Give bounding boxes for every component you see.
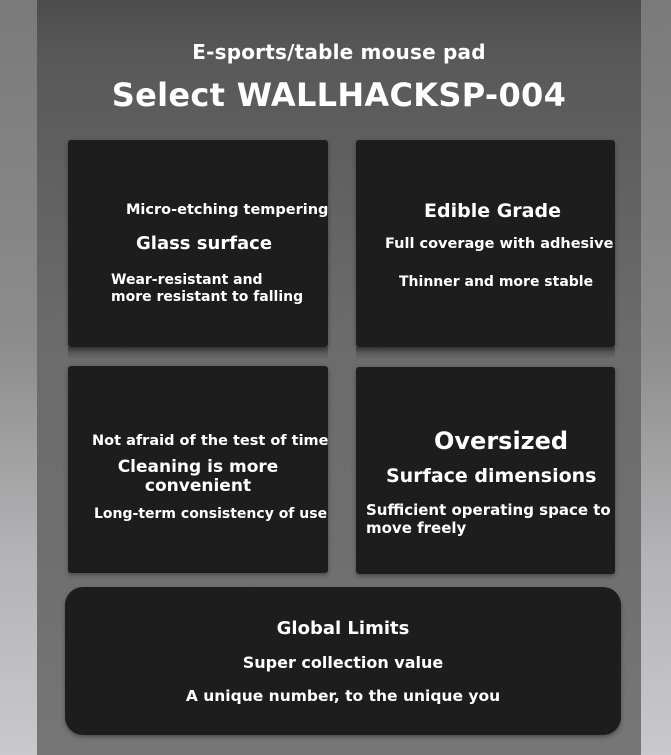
feature-card-heading: Edible Grade: [424, 200, 561, 222]
feature-card-line: Full coverage with adhesive: [385, 236, 614, 252]
feature-card-cleaning: [68, 366, 328, 573]
feature-card-line: Thinner and more stable: [399, 274, 594, 290]
feature-card-line: Micro-etching tempering: [126, 202, 329, 218]
feature-card-line: more resistant to falling: [111, 289, 304, 305]
feature-card-line: Sufficient operating space to: [366, 501, 611, 519]
feature-card-edible-grade: [356, 140, 615, 347]
product-category-heading: E-sports/table mouse pad: [192, 40, 486, 64]
feature-card-heading: Glass surface: [136, 233, 273, 254]
feature-card-line: move freely: [366, 519, 467, 537]
product-model-title: Select WALLHACKSP-004: [111, 76, 567, 114]
collection-line: Super collection value: [242, 653, 444, 672]
feature-card-line: Long-term consistency of use: [94, 506, 328, 522]
collection-heading: Global Limits: [276, 618, 410, 639]
feature-card-heading: Cleaning is more: [117, 457, 279, 477]
collection-line: A unique number, to the unique you: [185, 687, 501, 705]
feature-card-line: Not afraid of the test of time: [92, 433, 329, 449]
feature-card-line: Wear-resistant and: [111, 272, 263, 288]
card-shadow: [68, 347, 328, 359]
feature-card-heading: Oversized: [434, 427, 569, 455]
feature-card-glass-surface: [68, 140, 328, 347]
feature-card-heading: Surface dimensions: [386, 465, 597, 487]
collection-value-card: [65, 587, 621, 735]
feature-card-oversized: [356, 367, 615, 574]
feature-card-heading: convenient: [144, 476, 252, 496]
card-shadow: [356, 347, 615, 359]
